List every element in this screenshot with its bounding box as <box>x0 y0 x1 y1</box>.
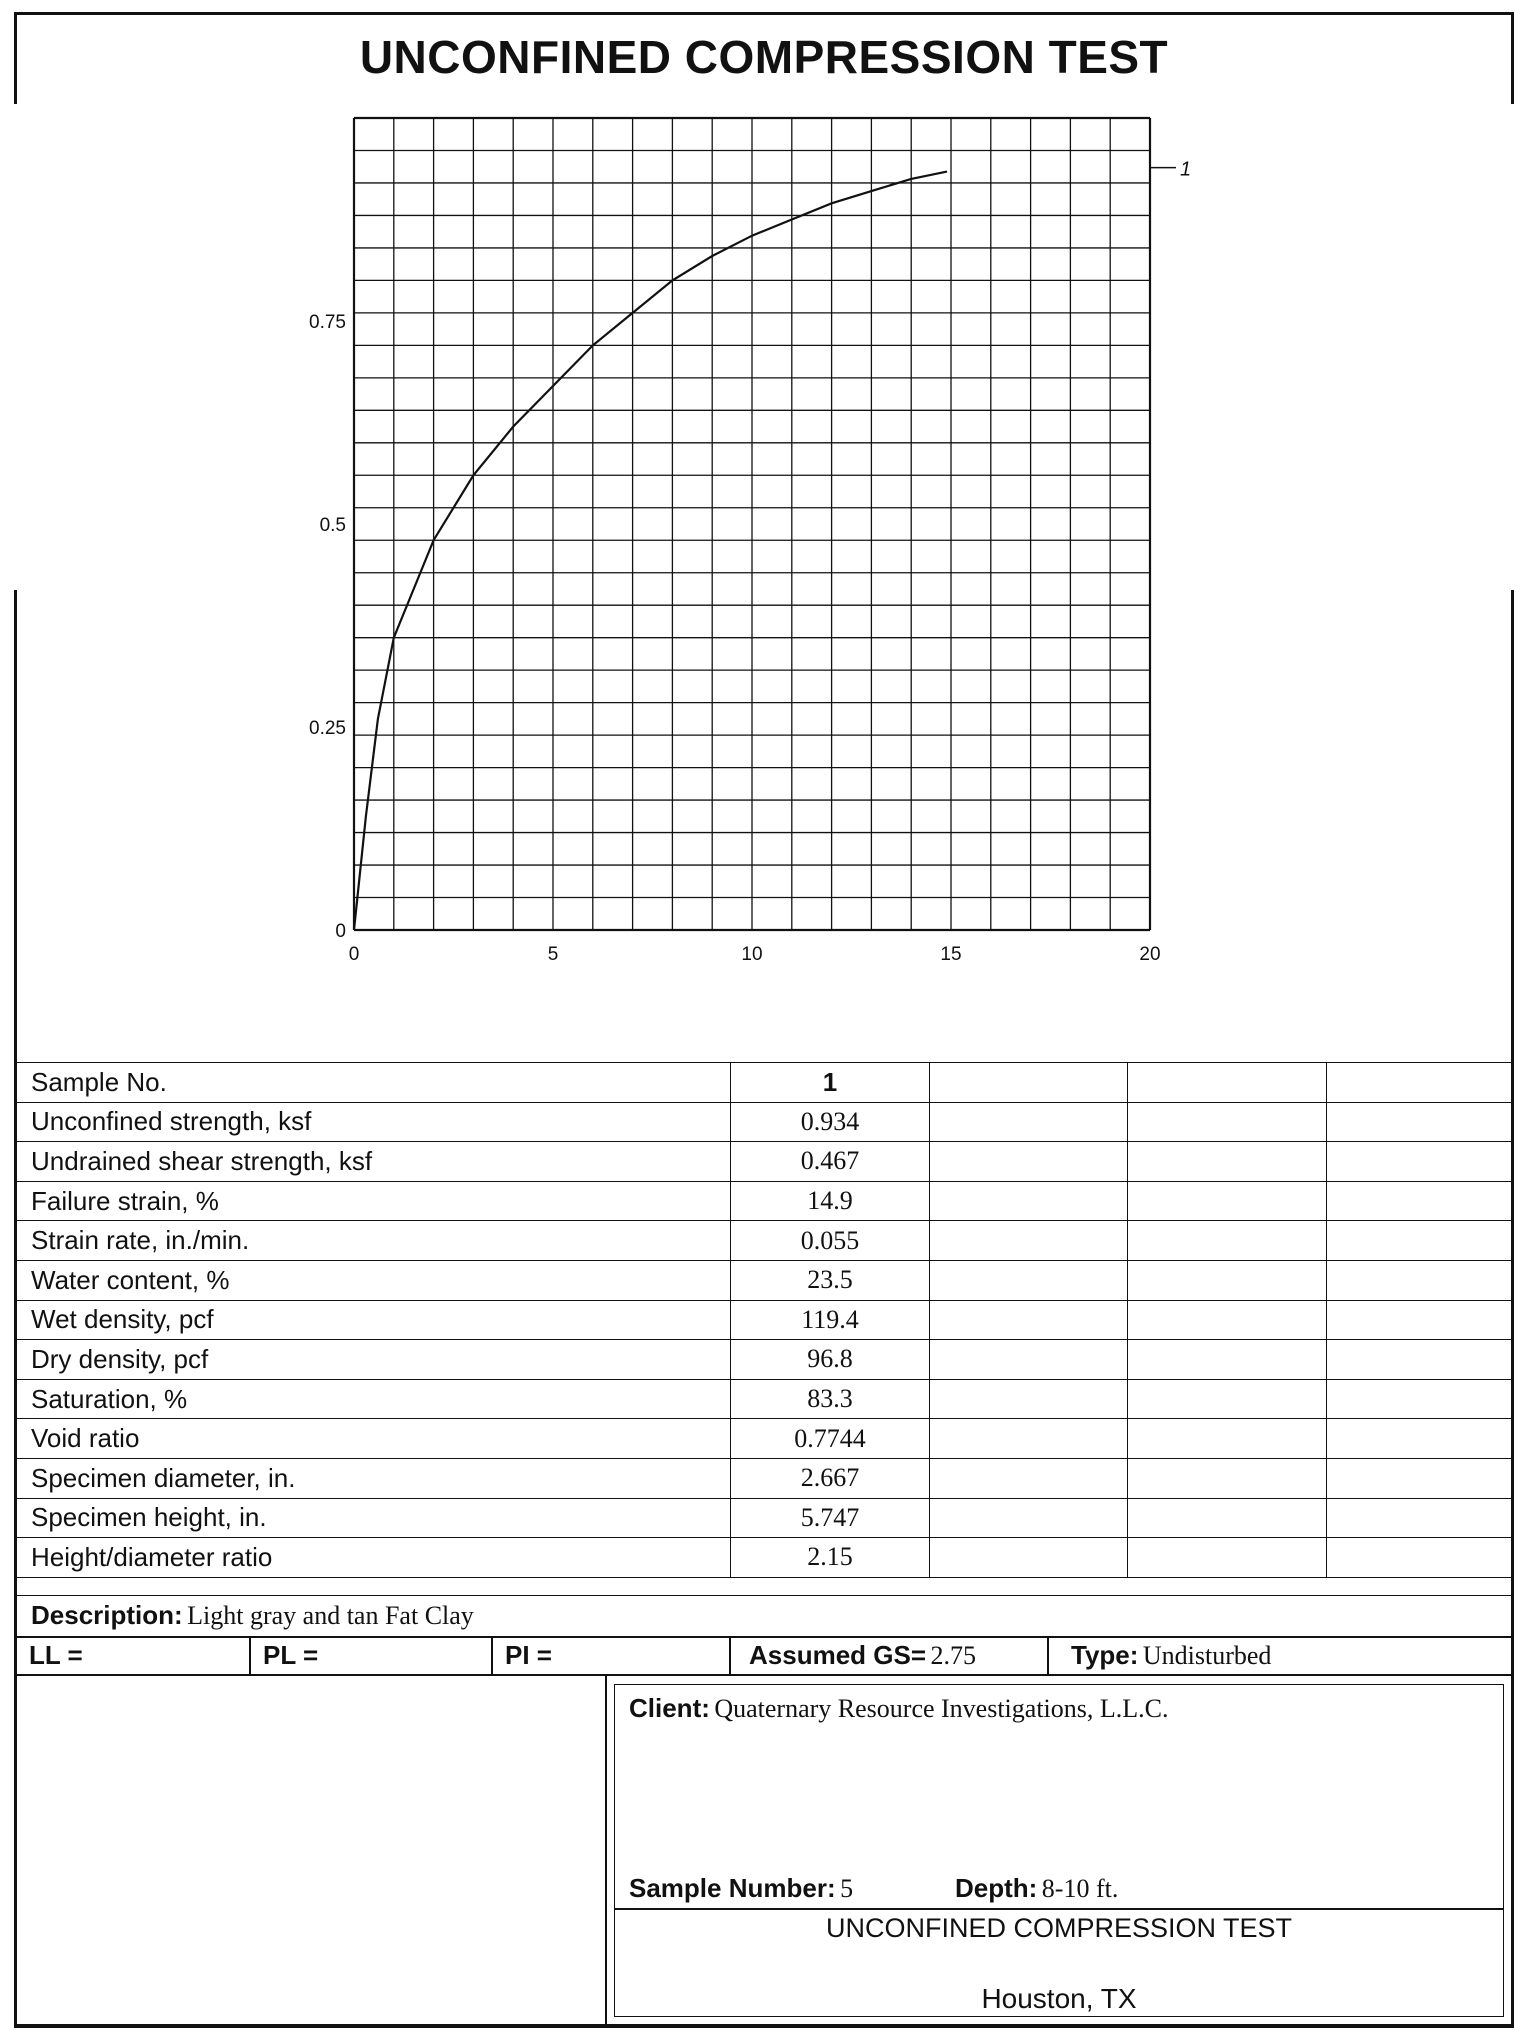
row-empty-cell <box>930 1102 1128 1142</box>
y-tick-label: 0.75 <box>309 312 346 333</box>
row-empty-cell <box>930 1419 1128 1459</box>
figure-blank-area <box>16 1675 606 2025</box>
sample-no-col-1: 1 <box>730 1063 930 1103</box>
table-row <box>17 1379 1512 1419</box>
table-row <box>17 1181 1512 1221</box>
depth-value: 8-10 ft. <box>1041 1874 1119 1903</box>
row-empty-cell <box>1327 1419 1512 1459</box>
depth-label: Depth: <box>955 1873 1038 1903</box>
row-empty-cell <box>1327 1498 1512 1538</box>
row-empty-cell <box>1327 1102 1512 1142</box>
frame-top-border <box>14 12 1514 15</box>
row-value: 119.4 <box>730 1300 930 1340</box>
ll-cell <box>16 1637 250 1675</box>
row-empty-cell <box>1128 1142 1327 1182</box>
page-title: UNCONFINED COMPRESSION TEST <box>359 31 1169 83</box>
row-empty-cell <box>930 1221 1128 1261</box>
x-tick-label: 0 <box>348 944 360 965</box>
table-row <box>17 1538 1512 1578</box>
table-row <box>17 1419 1512 1459</box>
row-empty-cell <box>930 1181 1128 1221</box>
description-value: Light gray and tan Fat Clay <box>187 1601 474 1630</box>
row-value: 2.15 <box>730 1538 930 1578</box>
row-label: Height/diameter ratio <box>17 1538 731 1578</box>
row-label: Specimen height, in. <box>17 1498 731 1538</box>
sample-no-col-4 <box>1327 1063 1512 1103</box>
x-tick-label: 15 <box>940 944 962 965</box>
row-empty-cell <box>1327 1300 1512 1340</box>
row-value: 0.055 <box>730 1221 930 1261</box>
table-row <box>17 1498 1512 1538</box>
sample-no-col-2 <box>930 1063 1128 1103</box>
x-tick-label: 5 <box>547 944 559 965</box>
series-line-1 <box>354 172 947 930</box>
row-empty-cell <box>930 1379 1128 1419</box>
row-label: Wet density, pcf <box>17 1300 731 1340</box>
pi-cell <box>492 1637 730 1675</box>
row-empty-cell <box>930 1300 1128 1340</box>
row-value: 0.467 <box>730 1142 930 1182</box>
row-value: 23.5 <box>730 1260 930 1300</box>
table-row <box>17 1458 1512 1498</box>
row-label: Specimen diameter, in. <box>17 1458 731 1498</box>
frame-bottom-border <box>14 2025 1514 2028</box>
row-label: Water content, % <box>17 1260 731 1300</box>
row-empty-cell <box>1128 1300 1327 1340</box>
client-line <box>629 1693 1169 1724</box>
client-value: Quaternary Resource Investigations, L.L.C. <box>714 1694 1169 1723</box>
report-title: UNCONFINED COMPRESSION TEST <box>825 1913 1293 1943</box>
table-row <box>17 1260 1512 1300</box>
x-tick-label: 10 <box>741 944 763 965</box>
row-empty-cell <box>1327 1142 1512 1182</box>
series-label: 1 <box>1180 158 1192 181</box>
description-row <box>16 1595 1512 1637</box>
table-row <box>17 1221 1512 1261</box>
row-empty-cell <box>1128 1102 1327 1142</box>
type-cell <box>1048 1637 1512 1675</box>
row-empty-cell <box>930 1340 1128 1380</box>
depth-line <box>955 1873 1118 1904</box>
sample-no-label: Sample No. <box>17 1063 731 1103</box>
report-location: Houston, TX <box>981 1983 1137 2014</box>
row-empty-cell <box>930 1458 1128 1498</box>
sample-number-label: Sample Number: <box>629 1873 836 1903</box>
pi-label: PI = <box>505 1640 552 1670</box>
row-label: Saturation, % <box>17 1379 731 1419</box>
row-label: Void ratio <box>17 1419 731 1459</box>
row-empty-cell <box>930 1260 1128 1300</box>
row-value: 0.7744 <box>730 1419 930 1459</box>
pl-label: PL = <box>263 1640 319 1670</box>
row-empty-cell <box>1128 1538 1327 1578</box>
row-value: 96.8 <box>730 1340 930 1380</box>
title-block-divider <box>615 1908 1503 1910</box>
row-value: 83.3 <box>730 1379 930 1419</box>
sample-number-line <box>629 1873 853 1904</box>
stress-strain-chart <box>260 100 1220 980</box>
row-empty-cell <box>1128 1221 1327 1261</box>
table-row <box>17 1300 1512 1340</box>
row-empty-cell <box>1128 1260 1327 1300</box>
table-row <box>17 1142 1512 1182</box>
row-label: Strain rate, in./min. <box>17 1221 731 1261</box>
row-value: 2.667 <box>730 1458 930 1498</box>
type-label: Type: <box>1071 1640 1139 1670</box>
properties-table <box>16 1062 1512 1578</box>
row-value: 0.934 <box>730 1102 930 1142</box>
title-block <box>614 1684 1504 2017</box>
row-empty-cell <box>1128 1340 1327 1380</box>
row-empty-cell <box>1327 1379 1512 1419</box>
table-row <box>17 1340 1512 1380</box>
row-label: Dry density, pcf <box>17 1340 731 1380</box>
gs-cell <box>730 1637 1048 1675</box>
row-empty-cell <box>1327 1538 1512 1578</box>
sample-number-value: 5 <box>840 1874 854 1903</box>
type-value: Undisturbed <box>1142 1641 1272 1670</box>
row-label: Failure strain, % <box>17 1181 731 1221</box>
row-empty-cell <box>1128 1458 1327 1498</box>
row-label: Undrained shear strength, ksf <box>17 1142 731 1182</box>
row-empty-cell <box>1128 1419 1327 1459</box>
y-tick-label: 0.25 <box>309 718 346 739</box>
row-empty-cell <box>1327 1221 1512 1261</box>
description-label: Description: <box>31 1600 183 1630</box>
gs-value: 2.75 <box>930 1641 976 1670</box>
row-empty-cell <box>1327 1260 1512 1300</box>
ll-label: LL = <box>29 1640 83 1670</box>
row-label: Unconfined strength, ksf <box>17 1102 731 1142</box>
table-row <box>17 1102 1512 1142</box>
row-value: 14.9 <box>730 1181 930 1221</box>
client-label: Client: <box>629 1693 710 1723</box>
row-empty-cell <box>1128 1181 1327 1221</box>
row-value: 5.747 <box>730 1498 930 1538</box>
y-tick-label: 0 <box>335 921 346 942</box>
row-empty-cell <box>1327 1181 1512 1221</box>
row-empty-cell <box>1128 1498 1327 1538</box>
pl-cell <box>250 1637 492 1675</box>
y-tick-label: 0.5 <box>319 515 346 536</box>
row-empty-cell <box>1327 1340 1512 1380</box>
row-empty-cell <box>1327 1458 1512 1498</box>
gs-label: Assumed GS= <box>749 1640 927 1670</box>
row-empty-cell <box>930 1142 1128 1182</box>
sample-no-col-3 <box>1128 1063 1327 1103</box>
x-tick-label: 20 <box>1139 944 1161 965</box>
table-header-row <box>17 1063 1512 1103</box>
row-empty-cell <box>930 1498 1128 1538</box>
row-empty-cell <box>1128 1379 1327 1419</box>
row-empty-cell <box>930 1538 1128 1578</box>
